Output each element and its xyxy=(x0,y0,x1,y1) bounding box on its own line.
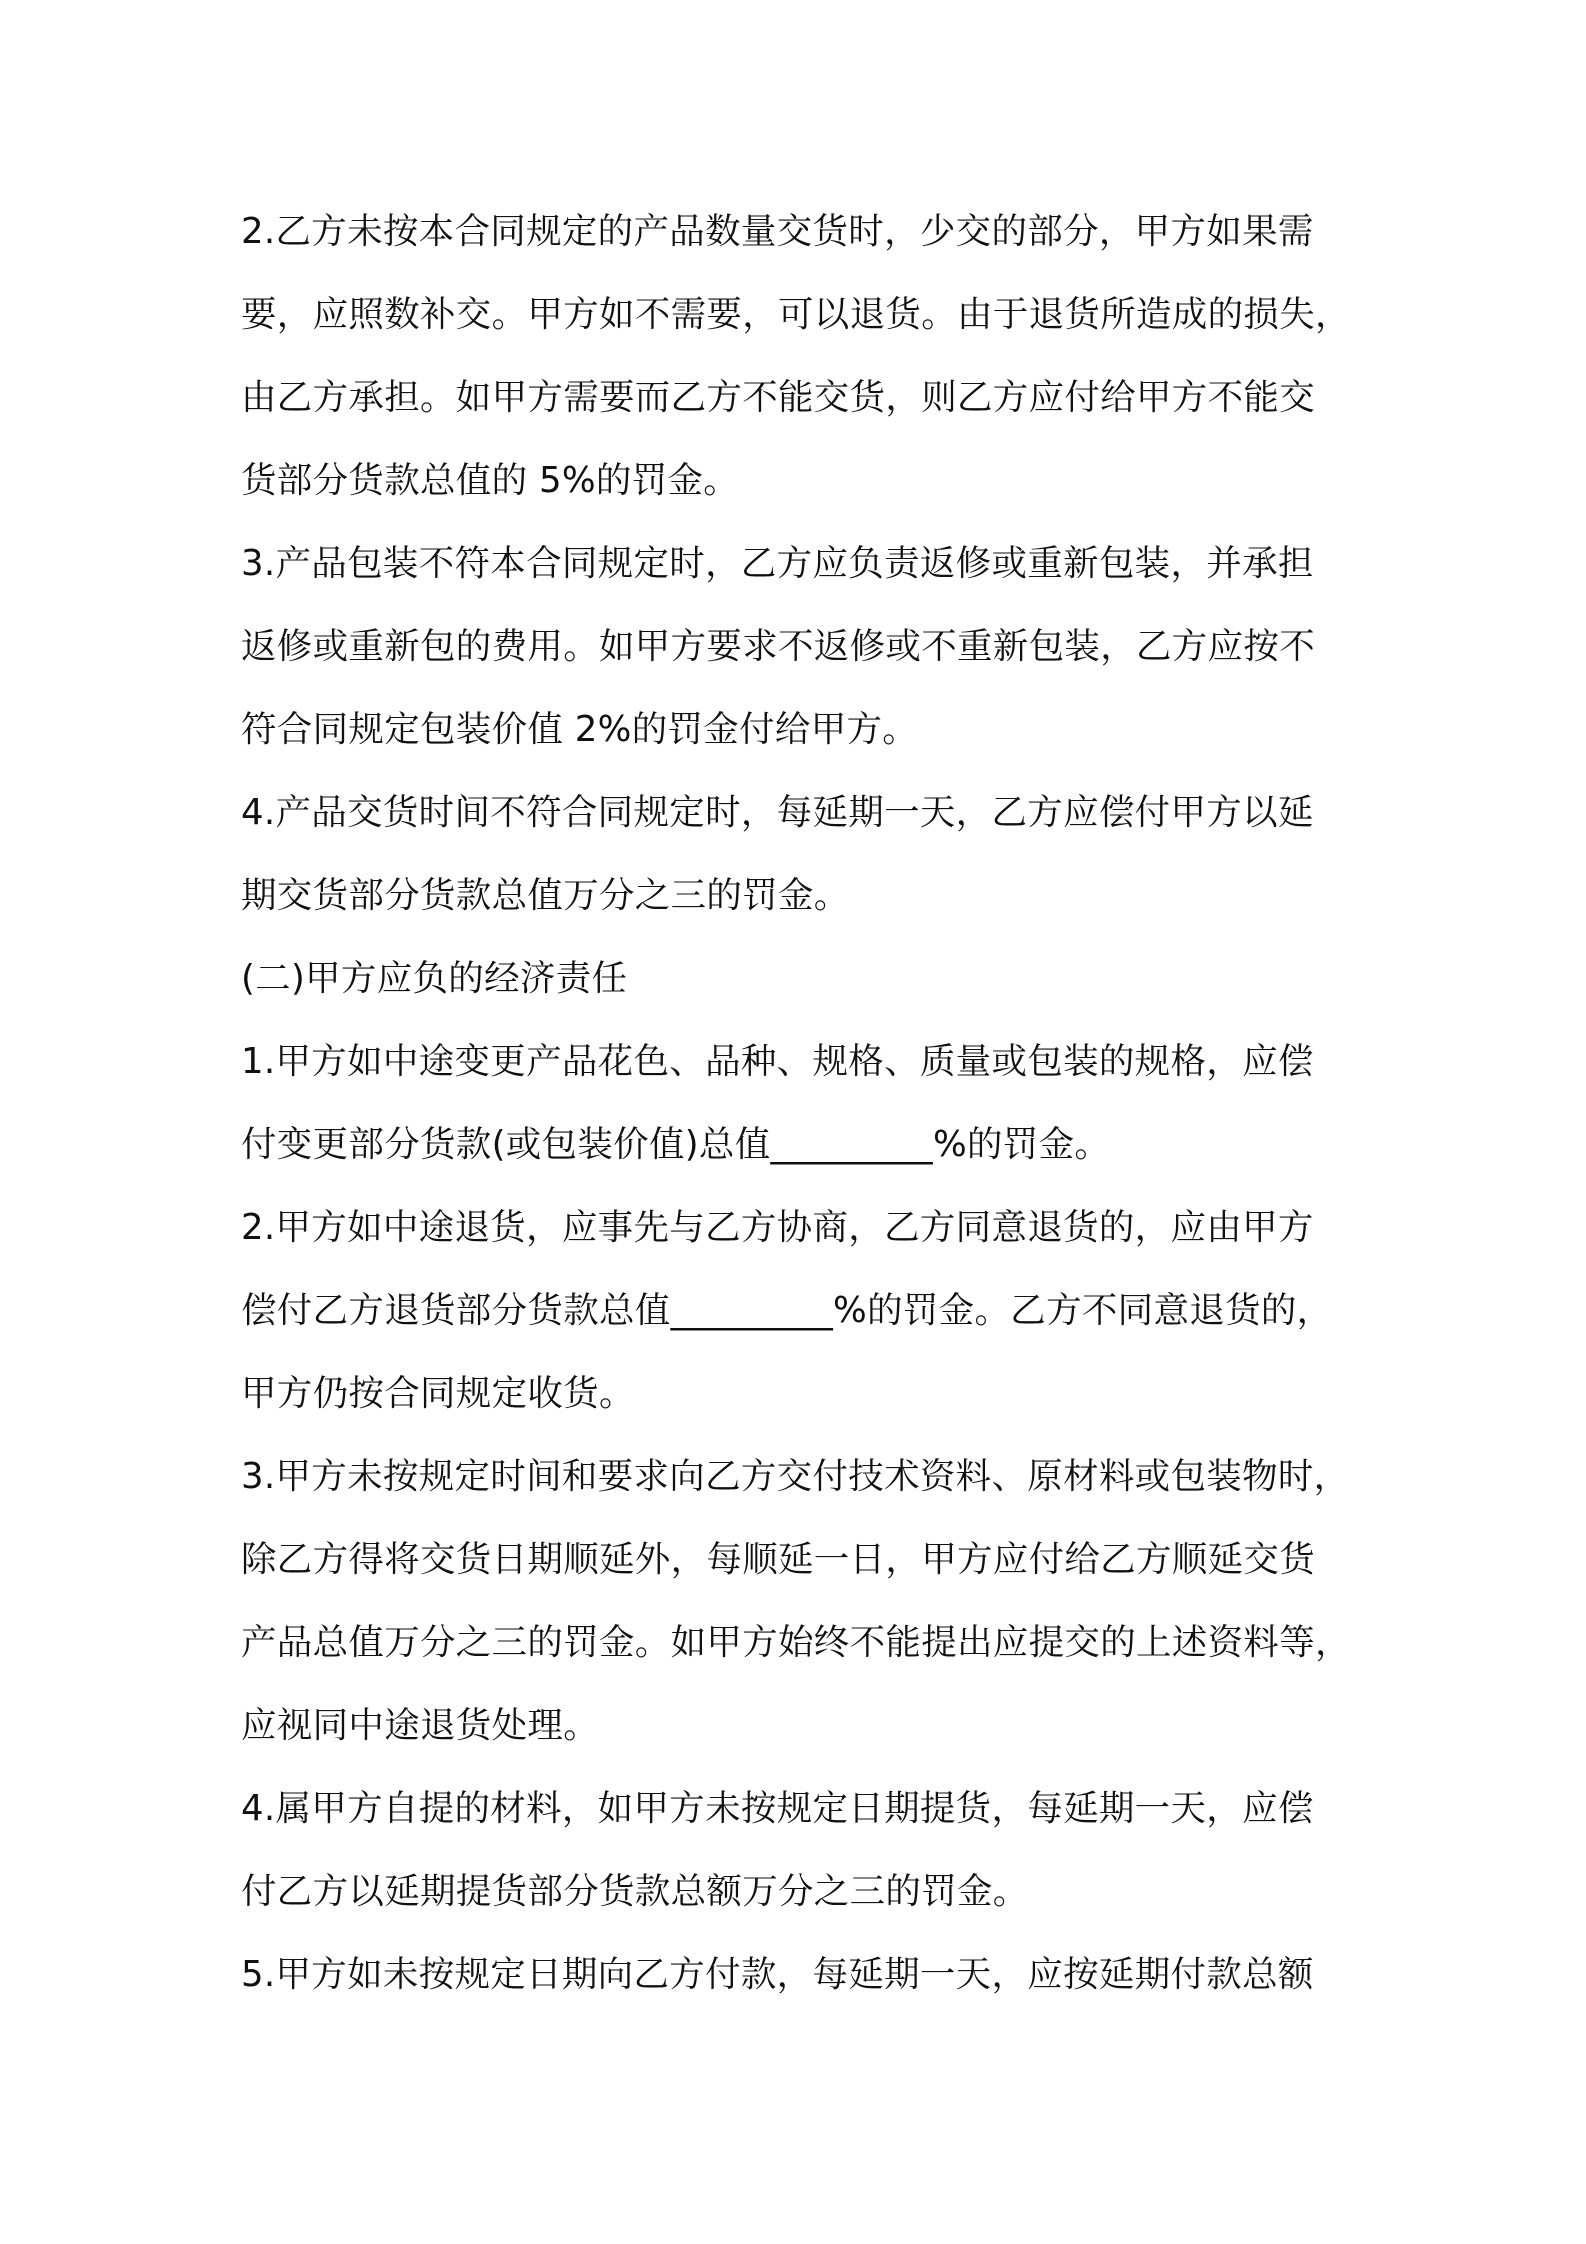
text-line: 除乙方得将交货日期顺延外，每顺延一日，甲方应付给乙方顺延交货 xyxy=(241,1539,1316,1580)
text-line: 1.甲方如中途变更产品花色、品种、规格、质量或包装的规格，应偿 xyxy=(241,1041,1314,1082)
text-line: 符合同规定包装价值 2%的罚金付给甲方。 xyxy=(241,709,919,750)
text-line: 期交货部分货款总值万分之三的罚金。 xyxy=(241,875,850,916)
text-line: 4.产品交货时间不符合同规定时，每延期一天，乙方应偿付甲方以延 xyxy=(241,792,1314,833)
text-line: 甲方仍按合同规定收货。 xyxy=(241,1373,635,1414)
section-heading: (二)甲方应负的经济责任 xyxy=(241,958,628,999)
text-line: 2.甲方如中途退货，应事先与乙方协商，乙方同意退货的，应由甲方 xyxy=(241,1207,1314,1248)
text-line: 3.甲方未按规定时间和要求向乙方交付技术资料、原材料或包装物时， xyxy=(241,1456,1350,1497)
text-line: 付乙方以延期提货部分货款总额万分之三的罚金。 xyxy=(241,1871,1029,1912)
text-line: 货部分货款总值的 5%的罚金。 xyxy=(241,460,740,501)
text-line: 由乙方承担。如甲方需要而乙方不能交货，则乙方应付给甲方不能交 xyxy=(241,377,1316,418)
text-line: 2.乙方未按本合同规定的产品数量交货时，少交的部分，甲方如果需 xyxy=(241,211,1314,252)
text-line: 偿付乙方退货部分货款总值_________%的罚金。乙方不同意退货的， xyxy=(241,1290,1333,1331)
text-line: 应视同中途退货处理。 xyxy=(241,1705,600,1746)
text-line: 3.产品包装不符本合同规定时，乙方应负责返修或重新包装，并承担 xyxy=(241,543,1314,584)
text-line: 产品总值万分之三的罚金。如甲方始终不能提出应提交的上述资料等， xyxy=(241,1622,1351,1663)
text-line: 5.甲方如未按规定日期向乙方付款，每延期一天，应按延期付款总额 xyxy=(241,1954,1314,1995)
text-line: 4.属甲方自提的材料，如甲方未按规定日期提货，每延期一天，应偿 xyxy=(241,1788,1314,1829)
text-line: 要，应照数补交。甲方如不需要，可以退货。由于退货所造成的损失， xyxy=(241,294,1351,335)
text-line: 返修或重新包的费用。如甲方要求不返修或不重新包装，乙方应按不 xyxy=(241,626,1316,667)
text-line: 付变更部分货款(或包装价值)总值_________%的罚金。 xyxy=(241,1124,1111,1165)
